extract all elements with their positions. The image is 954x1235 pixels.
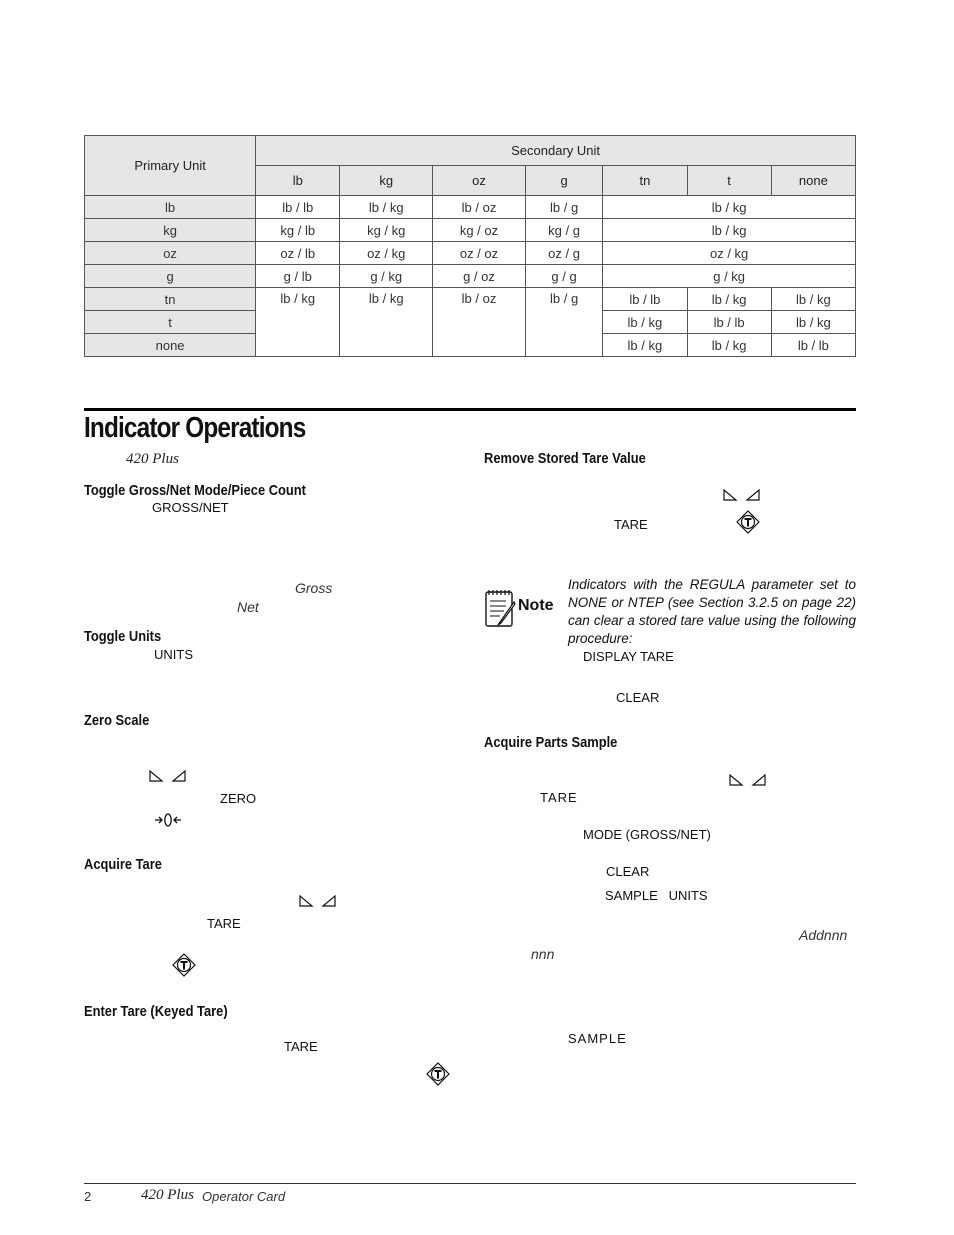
tare-key[interactable]: TARE [207,916,241,931]
heading-zero-scale: Zero Scale [84,712,150,729]
table-cell: lb / lb [687,311,771,334]
tare-annunciator-icon [172,953,196,977]
heading-remove-tare: Remove Stored Tare Value [484,450,646,467]
row-unit: kg [85,219,256,242]
table-cell: oz / g [525,242,602,265]
standstill-annunciator-icon [728,773,768,787]
table-cell: lb / kg [687,288,771,311]
col-header: lb [256,166,340,196]
standstill-annunciator-icon [148,769,188,783]
tare-annunciator-icon [426,1062,450,1086]
col-header: tn [603,166,687,196]
note-text: Indicators with the REGULA parameter set to NONE or NTEP (see Section 3.2.5 on page 22) can clear a stored tare value using the following procedure: [568,577,856,646]
table-cell: lb / lb [603,288,687,311]
gross-net-key[interactable]: GROSS/NET [152,500,229,515]
table-cell: lb / kg [771,288,855,311]
mode-gross-net-key[interactable]: MODE (GROSS/NET) [583,827,711,842]
standstill-annunciator-icon [722,488,762,502]
addnnn-prompt: Addnnn [799,927,848,943]
nnn-value: nnn [531,946,555,962]
table-cell: lb / kg [603,196,856,219]
table-cell: kg / oz [433,219,526,242]
table-cell: lb / kg [340,196,433,219]
table-cell: lb / kg [603,311,687,334]
primary-unit-header: Primary Unit [85,136,256,196]
row-unit: lb [85,196,256,219]
col-header: kg [340,166,433,196]
tare-key[interactable]: TARE [284,1039,318,1054]
tare-key[interactable]: TARE [614,517,648,532]
sample-units-keys[interactable]: SAMPLE UNITS [605,888,708,903]
table-cell: lb / kg [256,288,340,357]
standstill-annunciator-icon [298,894,338,908]
table-cell: oz / kg [603,242,856,265]
table-cell: kg / lb [256,219,340,242]
col-header: t [687,166,771,196]
tare-key[interactable]: TARE [540,790,578,805]
table-cell: g / kg [603,265,856,288]
footer-doc-title: Operator Card [202,1189,286,1204]
clear-key[interactable]: CLEAR [606,864,650,879]
table-cell: kg / g [525,219,602,242]
table-cell: lb / kg [687,334,771,357]
tare-annunciator-icon [736,510,760,534]
gross-mode-label: Gross [295,580,333,596]
units-key[interactable]: UNITS [154,647,193,662]
unit-combination-table [84,135,856,357]
row-unit: t [85,311,256,334]
table-cell: oz / kg [340,242,433,265]
heading-acquire-tare: Acquire Tare [84,856,162,873]
table-cell: lb / kg [603,334,687,357]
heading-acquire-parts: Acquire Parts Sample [484,734,618,751]
notepad-icon [484,588,518,628]
heading-enter-tare: Enter Tare (Keyed Tare) [84,1003,228,1020]
footer-product: 420 Plus [141,1187,194,1203]
col-header: g [525,166,602,196]
sample-key[interactable]: SAMPLE [568,1031,627,1046]
table-cell: lb / kg [771,311,855,334]
table-cell: lb / kg [603,219,856,242]
table-cell: g / g [525,265,602,288]
table-cell: oz / oz [433,242,526,265]
row-unit: tn [85,288,256,311]
heading-toggle-units: Toggle Units [84,628,162,645]
table-cell: lb / lb [256,196,340,219]
zero-key[interactable]: ZERO [220,791,257,806]
table-cell: lb / kg [340,288,433,357]
net-mode-label: Net [237,599,259,615]
table-cell: g / oz [433,265,526,288]
footer-rule [84,1183,856,1184]
col-header: oz [433,166,526,196]
table-cell: lb / g [525,288,602,357]
table-cell: lb / g [525,196,602,219]
center-of-zero-icon [154,811,182,829]
table-cell: g / kg [340,265,433,288]
table-cell: lb / lb [771,334,855,357]
page-number: 2 [84,1189,92,1204]
col-header: none [771,166,855,196]
row-unit: oz [85,242,256,265]
table-cell: kg / kg [340,219,433,242]
heading-toggle-gross-net: Toggle Gross/Net Mode/Piece Count [84,482,306,499]
page-title: Indicator Operations [84,412,306,444]
table-cell: g / lb [256,265,340,288]
table-cell: lb / oz [433,288,526,357]
product-name: 420 Plus [126,451,179,467]
secondary-unit-header: Secondary Unit [256,136,856,166]
row-unit: none [85,334,256,357]
note-label: Note [518,597,554,614]
table-cell: lb / oz [433,196,526,219]
row-unit: g [85,265,256,288]
clear-key[interactable]: CLEAR [616,690,660,705]
table-cell: oz / lb [256,242,340,265]
display-tare-keys[interactable]: DISPLAY TARE [583,649,674,664]
